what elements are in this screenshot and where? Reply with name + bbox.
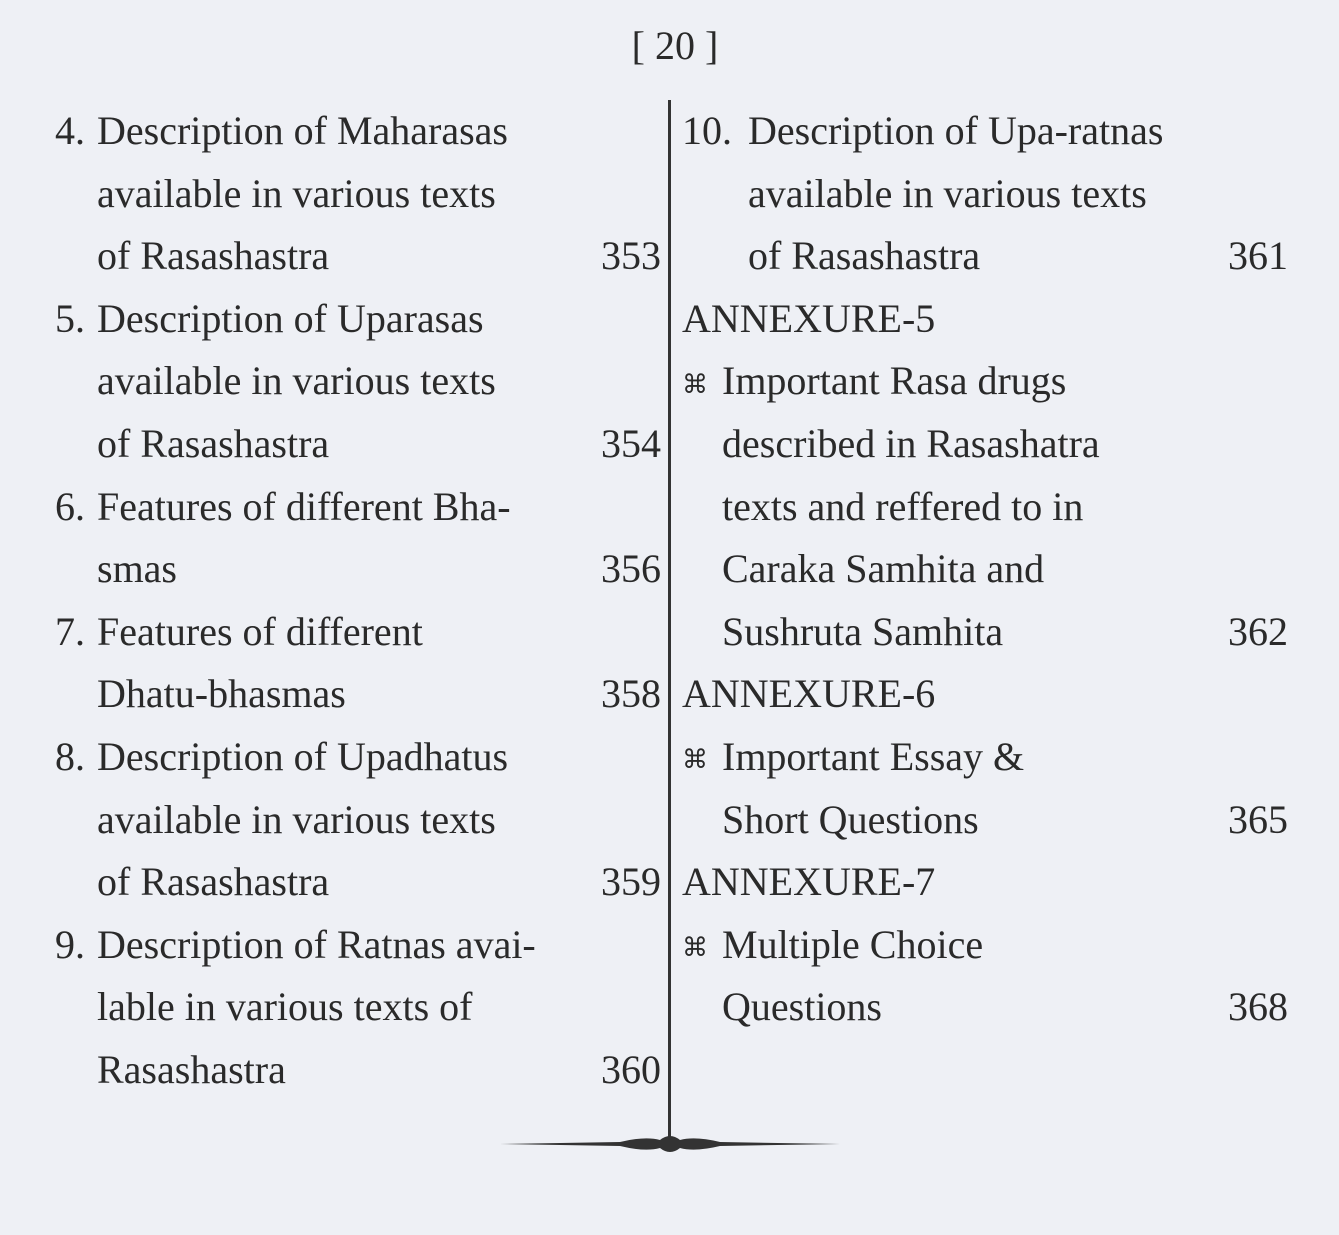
item-text: available in various texts bbox=[748, 170, 1147, 216]
annexure-heading: ANNEXURE-5 bbox=[682, 295, 936, 341]
bullet-icon: ⌘ bbox=[682, 933, 708, 963]
page-number: [ 20 ] bbox=[631, 23, 719, 68]
item-text: Dhatu-bhasmas bbox=[97, 671, 346, 717]
toc-line bbox=[682, 538, 1292, 601]
toc-line bbox=[55, 288, 665, 351]
item-text: Caraka Samhita and bbox=[722, 546, 1045, 592]
toc-line bbox=[682, 476, 1292, 539]
item-text: available in various texts bbox=[97, 796, 496, 842]
bullet-icon: ⌘ bbox=[682, 369, 708, 399]
toc-left-column bbox=[55, 100, 665, 1102]
bullet-icon: ⌘ bbox=[682, 745, 708, 775]
annexure-heading: ANNEXURE-6 bbox=[682, 671, 936, 717]
item-text: of Rasashastra bbox=[748, 233, 981, 279]
toc-line bbox=[682, 976, 1292, 1039]
toc-line bbox=[55, 476, 665, 539]
toc-line bbox=[55, 225, 665, 288]
toc-line bbox=[682, 726, 1292, 789]
item-text: described in Rasashatra bbox=[722, 420, 1100, 466]
item-text: Description of Upadhatus bbox=[97, 733, 509, 779]
item-number: 8. bbox=[55, 733, 85, 779]
toc-line bbox=[55, 100, 665, 163]
toc-line bbox=[55, 601, 665, 664]
page-ref: 354 bbox=[601, 420, 661, 466]
toc-line bbox=[682, 350, 1292, 413]
toc-line bbox=[55, 163, 665, 226]
page-ref: 358 bbox=[601, 671, 661, 717]
item-text: of Rasashastra bbox=[97, 859, 330, 905]
page-ref: 360 bbox=[601, 1046, 661, 1092]
toc-line bbox=[55, 726, 665, 789]
toc-line bbox=[682, 225, 1292, 288]
toc-line bbox=[682, 601, 1292, 664]
annexure-heading: ANNEXURE-7 bbox=[682, 859, 936, 905]
item-text: available in various texts bbox=[97, 358, 496, 404]
item-text: Description of Maharasas bbox=[97, 108, 508, 153]
toc-line bbox=[55, 413, 665, 476]
toc-line bbox=[682, 789, 1292, 852]
toc-line bbox=[55, 851, 665, 914]
toc-line bbox=[55, 914, 665, 977]
toc-line bbox=[682, 100, 1292, 163]
toc-line bbox=[682, 413, 1292, 476]
toc-line bbox=[55, 663, 665, 726]
item-text: Important Essay & bbox=[722, 733, 1025, 779]
item-number: 10. bbox=[682, 108, 732, 153]
item-text: smas bbox=[97, 546, 177, 592]
item-text: Description of Ratnas avai- bbox=[97, 921, 536, 967]
toc-line bbox=[55, 1039, 665, 1102]
item-text: Rasashastra bbox=[97, 1046, 286, 1092]
page-ref: 359 bbox=[601, 859, 661, 905]
page-ref: 361 bbox=[1228, 233, 1288, 279]
toc-line bbox=[55, 789, 665, 852]
item-text: Sushruta Samhita bbox=[722, 608, 1004, 654]
item-text: Questions bbox=[722, 984, 882, 1030]
toc-line bbox=[682, 914, 1292, 977]
item-text: of Rasashastra bbox=[97, 420, 330, 466]
item-number: 4. bbox=[55, 108, 85, 153]
toc-right-column bbox=[682, 100, 1292, 1039]
item-text: lable in various texts of bbox=[97, 984, 473, 1030]
item-number: 9. bbox=[55, 921, 85, 967]
toc-line bbox=[55, 976, 665, 1039]
item-text: Features of different Bha- bbox=[97, 483, 511, 529]
item-text: Multiple Choice bbox=[722, 921, 984, 967]
item-text: Description of Upa-ratnas bbox=[748, 108, 1164, 153]
item-text: Features of different bbox=[97, 608, 423, 654]
item-number: 7. bbox=[55, 608, 85, 654]
item-text: Description of Uparasas bbox=[97, 295, 484, 341]
item-text: available in various texts bbox=[97, 170, 496, 216]
toc-line bbox=[55, 538, 665, 601]
column-divider bbox=[668, 100, 671, 1140]
page-ref: 365 bbox=[1228, 796, 1288, 842]
page-ref: 353 bbox=[601, 233, 661, 279]
item-text: texts and reffered to in bbox=[722, 483, 1084, 529]
toc-line bbox=[682, 163, 1292, 226]
item-text: Short Questions bbox=[722, 796, 979, 842]
item-number: 5. bbox=[55, 295, 85, 341]
toc-line bbox=[55, 350, 665, 413]
item-text: of Rasashastra bbox=[97, 233, 330, 279]
item-text: Important Rasa drugs bbox=[722, 358, 1067, 404]
item-number: 6. bbox=[55, 483, 85, 529]
page-ref: 356 bbox=[601, 546, 661, 592]
end-ornament-icon bbox=[500, 1130, 840, 1158]
page-ref: 362 bbox=[1228, 608, 1288, 654]
page-ref: 368 bbox=[1228, 984, 1288, 1030]
